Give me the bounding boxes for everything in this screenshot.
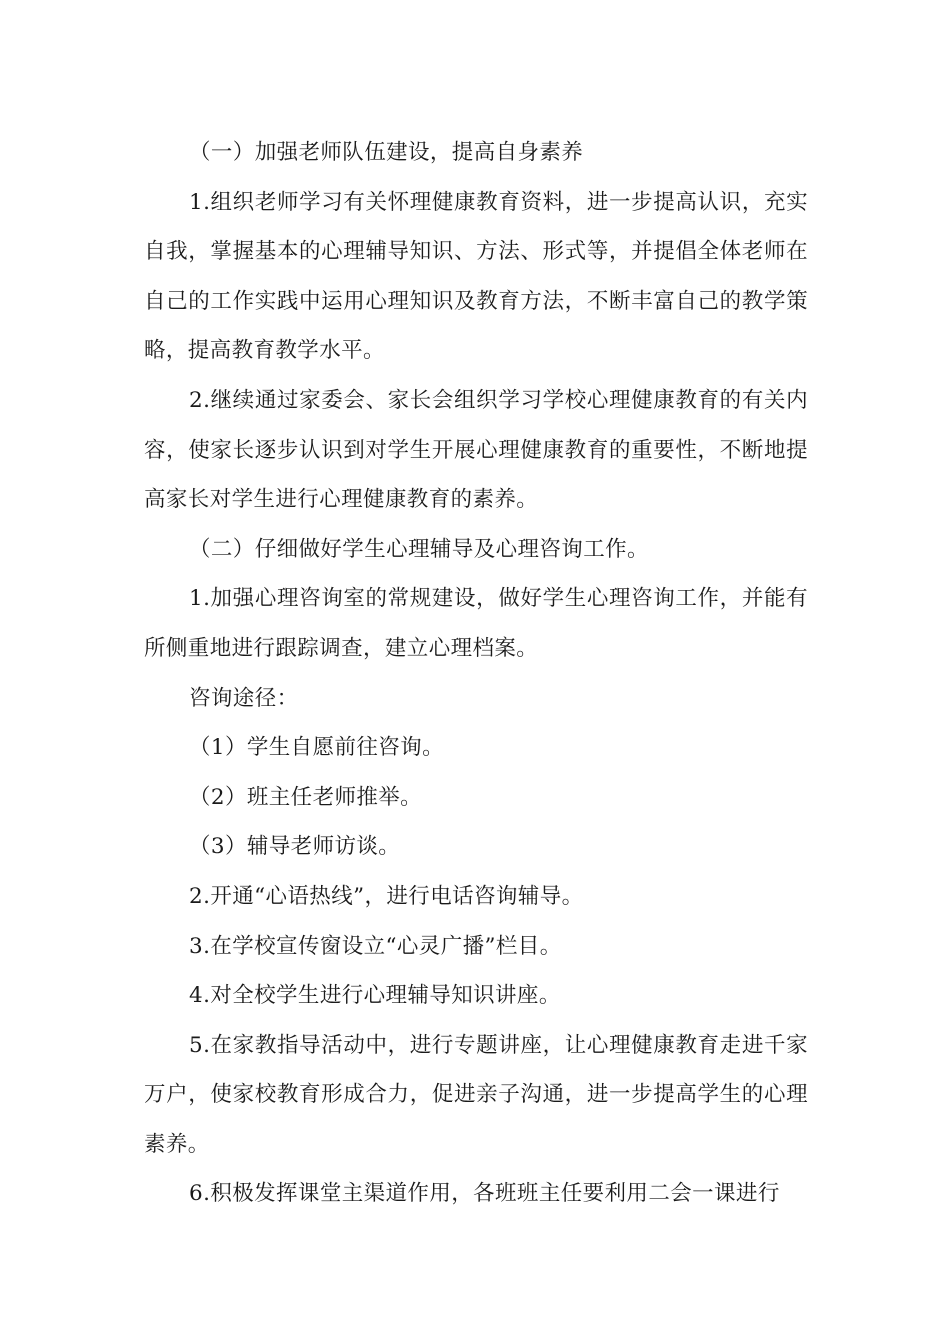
section-heading-students: （二）仔细做好学生心理辅导及心理咨询工作。 <box>189 536 649 562</box>
consult-channel-item: （3）辅导老师访谈。 <box>189 834 401 860</box>
paragraph-item-1: 1.组织老师学习有关怀理健康教育资料，进一步提高认识，充实自我，掌握基本的心理辅导知识、方法、形式等，并提倡全体老师在自己的工作实践中运用心理知识及教育方法，不断丰富自己的教学策略，提高教育教学水平。 <box>144 189 808 364</box>
paragraph-item-3: 3.在学校宣传窗设立“心灵广播”栏目。 <box>189 933 562 959</box>
consult-channels-label: 咨询途径： <box>189 685 299 711</box>
consult-channel-item: （2）班主任老师推举。 <box>189 784 423 810</box>
section-heading-teachers: （一）加强老师队伍建设，提高自身素养 <box>189 140 584 165</box>
paragraph-item-2: 2.继续通过家委会、家长会组织学习学校心理健康教育的有关内容，使家长逐步认识到对学生开展心理健康教育的重要性，不断地提高家长对学生进行心理健康教育的素养。 <box>144 387 808 513</box>
paragraph-item-5: 5.在家教指导活动中，进行专题讲座，让心理健康教育走进千家万户，使家校教育形成合力，促进亲子沟通，进一步提高学生的心理素养。 <box>144 1032 808 1157</box>
paragraph-item-2: 2.开通“心语热线”，进行电话咨询辅导。 <box>189 883 584 909</box>
paragraph-item-1: 1.加强心理咨询室的常规建设，做好学生心理咨询工作，并能有所侧重地进行跟踪调查，建立心理档案。 <box>144 586 808 661</box>
document-body <box>144 128 808 1219</box>
paragraph-item-6: 6.积极发挥课堂主渠道作用，各班班主任要利用二会一课进行 <box>189 1181 780 1207</box>
paragraph-item-4: 4.对全校学生进行心理辅导知识讲座。 <box>189 983 561 1009</box>
consult-channel-item: （1）学生自愿前往咨询。 <box>189 735 444 761</box>
